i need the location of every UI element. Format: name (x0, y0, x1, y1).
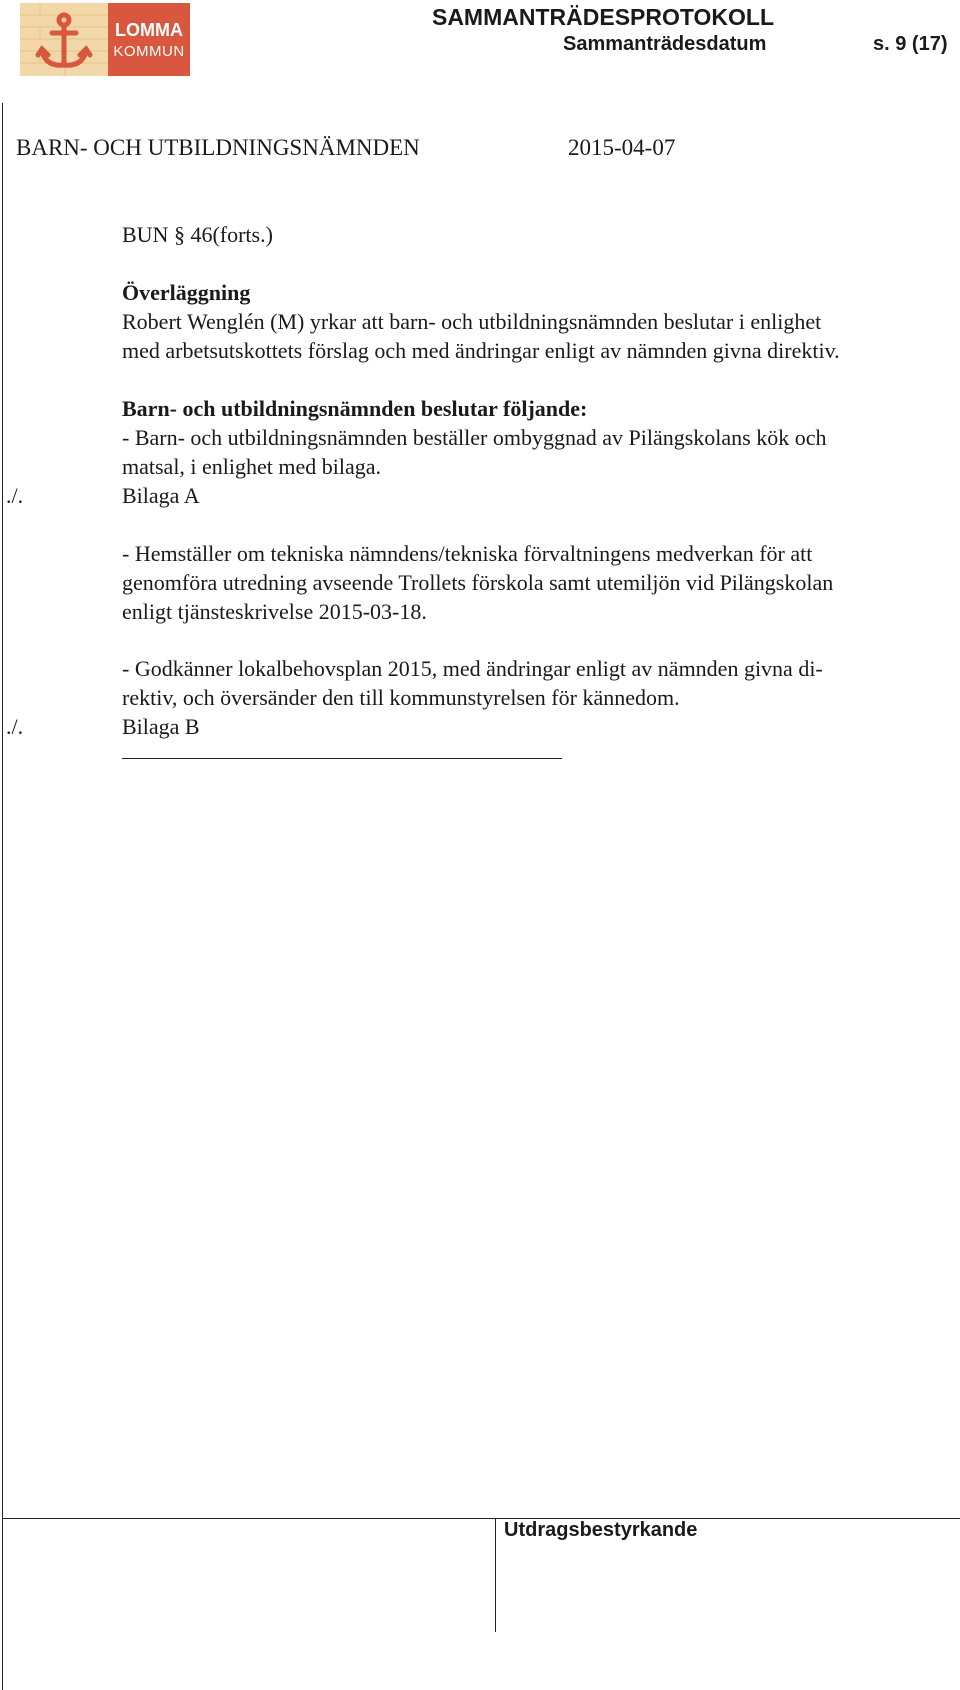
page-number: s. 9 (17) (873, 33, 948, 55)
decision-item-line: genomföra utredning avseende Trollets förskola samt utemiljön vid Pilängskolan (122, 570, 834, 595)
decision-item-line: - Barn- och utbildningsnämnden beställer ombyggnad av Pilängskolans kök och (122, 425, 827, 450)
lomma-kommun-logo (20, 3, 190, 76)
decision-heading: Barn- och utbildningsnämnden beslutar följande: (122, 396, 588, 421)
decision-item-line: matsal, i enlighet med bilaga. (122, 454, 382, 479)
attachment-b-label: Bilaga B (122, 714, 200, 739)
decision-item-line: enligt tjänsteskrivelse 2015-03-18. (122, 599, 427, 624)
deliberation-line: Robert Wenglén (M) yrkar att barn- och utbildningsnämnden beslutar i enlighet (122, 309, 822, 334)
footer-rule (2, 1518, 960, 1519)
deliberation-heading: Överläggning (122, 280, 251, 305)
deliberation-line: med arbetsutskottets förslag och med ändringar enligt av nämnden givna direktiv. (122, 338, 840, 363)
attachment-a-label: Bilaga A (122, 483, 200, 508)
decision-item-line: rektiv, och översänder den till kommunstyrelsen för kännedom. (122, 685, 680, 710)
meeting-date-label: Sammanträdesdatum (563, 33, 767, 55)
attachment-mark: ./. (6, 483, 24, 508)
decision-item-line: - Godkänner lokalbehovsplan 2015, med ändringar enligt av nämnden givna di- (122, 656, 823, 681)
decision-item-line: - Hemställer om tekniska nämndens/tekniska förvaltningens medverkan för att (122, 541, 813, 566)
meeting-date: 2015-04-07 (568, 135, 676, 160)
closing-rule (122, 758, 562, 759)
committee-name: BARN- OCH UTBILDNINGSNÄMNDEN (16, 135, 420, 160)
logo-text-kommun: KOMMUN (113, 43, 185, 60)
left-margin-rule (2, 103, 3, 1690)
logo-text-lomma: LOMMA (115, 20, 183, 40)
attachment-mark: ./. (6, 714, 24, 739)
logo-graphic (20, 3, 190, 76)
document-title: SAMMANTRÄDESPROTOKOLL (431, 4, 774, 30)
section-number: BUN § 46(forts.) (122, 222, 273, 247)
footer-verification-label: Utdragsbestyrkande (504, 1519, 698, 1541)
footer-divider (495, 1519, 496, 1632)
